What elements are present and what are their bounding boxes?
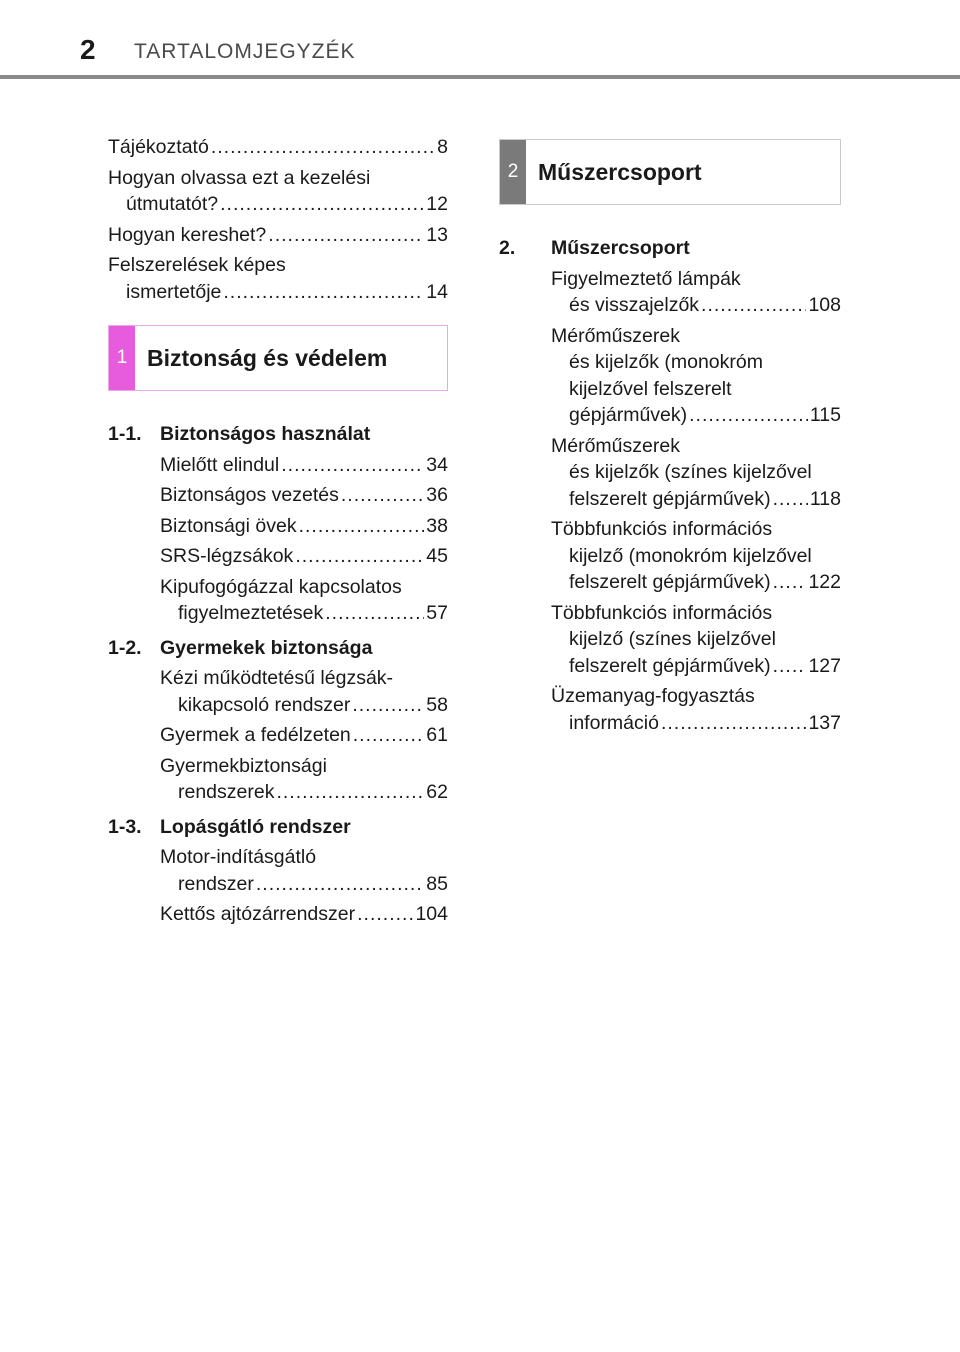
toc-group	[108, 814, 448, 928]
toc-page-number: 58	[426, 693, 448, 716]
toc-page-number: 118	[809, 487, 841, 510]
leader-dots	[341, 482, 424, 509]
toc-entry-text: Gyermek a fedélzeten	[160, 724, 351, 746]
leader-dots	[773, 653, 807, 680]
toc-entry-text: kikapcsoló rendszer	[178, 693, 351, 716]
toc-entry-text: Mielőtt elindul	[160, 453, 280, 476]
toc-page-number: 61	[426, 724, 448, 746]
toc-entry[interactable]	[160, 513, 448, 540]
toc-entry[interactable]	[160, 665, 448, 718]
section-1-header[interactable]	[108, 325, 448, 391]
toc-entry-text: gépjárművek)	[569, 404, 688, 426]
toc-page-number: 108	[808, 294, 841, 316]
toc-entry-text: Biztonságos vezetés	[160, 484, 339, 506]
toc-entry-text: figyelmeztetések	[178, 602, 324, 624]
toc-page-number: 12	[426, 193, 448, 215]
toc-page-number: 8	[437, 136, 448, 158]
toc-group	[108, 635, 448, 806]
toc-entry-text: felszerelt gépjárművek)	[569, 654, 771, 677]
right-column	[499, 139, 841, 740]
leader-dots	[773, 569, 807, 596]
toc-entry[interactable]	[160, 543, 448, 570]
toc-entry-text: SRS-légzsákok	[160, 545, 294, 567]
leader-dots	[211, 134, 435, 161]
toc-group-items	[108, 665, 448, 806]
leader-dots	[689, 402, 808, 429]
toc-page-number: 85	[426, 872, 448, 895]
section-1-groups	[108, 421, 448, 928]
section-2-title: Műszercsoport	[538, 158, 702, 185]
toc-entry-text: kijelzővel felszerelt	[569, 377, 732, 400]
toc-group	[108, 421, 448, 627]
toc-entry-text: Többfunkciós információs	[551, 518, 773, 540]
toc-group-items	[108, 452, 448, 627]
leader-dots	[352, 692, 424, 719]
toc-entry-text: Mérőműszerek	[551, 434, 680, 457]
toc-group-title: Biztonságos használat	[160, 423, 371, 445]
leader-dots	[223, 279, 424, 306]
toc-entry[interactable]	[160, 844, 448, 897]
toc-entry-text: Felszerelések képes	[108, 254, 286, 276]
toc-entry-text: Kézi működtetésű légzsák-	[160, 667, 394, 689]
toc-entry-text: Figyelmeztető lámpák	[551, 267, 741, 290]
toc-group-number: 1-3.	[108, 815, 142, 838]
toc-group-items	[499, 266, 841, 737]
leader-dots	[276, 779, 424, 806]
toc-page-number: 45	[426, 545, 448, 567]
toc-entry-text: ismertetője	[126, 280, 222, 303]
toc-group-title: Gyermekek biztonsága	[160, 636, 373, 659]
toc-entry[interactable]	[551, 683, 841, 736]
toc-group-number: 2.	[499, 237, 516, 259]
leader-dots	[773, 486, 808, 513]
toc-entry-text: felszerelt gépjárművek)	[569, 487, 771, 510]
header-title: TARTALOMJEGYZÉK	[134, 40, 356, 63]
toc-entry-text: információ	[569, 711, 659, 734]
leader-dots	[220, 191, 424, 218]
toc-entry[interactable]	[160, 722, 448, 749]
toc-page-number: 38	[426, 514, 448, 537]
toc-entry[interactable]	[551, 266, 841, 319]
toc-page-number: 14	[426, 280, 448, 303]
toc-group-heading[interactable]	[499, 235, 841, 262]
toc-group-title: Lopásgátló rendszer	[160, 815, 351, 838]
intro-list	[108, 134, 448, 305]
section-2-groups	[499, 235, 841, 736]
toc-group-items	[108, 844, 448, 928]
toc-entry-text: Gyermekbiztonsági	[160, 754, 327, 777]
section-2-tab: 2	[500, 140, 526, 204]
toc-page-number: 115	[809, 404, 841, 426]
toc-page-number: 127	[808, 654, 841, 677]
toc-entry-text: Hogyan olvassa ezt a kezelési	[108, 166, 371, 189]
toc-entry-text: Mérőműszerek	[551, 324, 680, 347]
toc-group-number: 1-2.	[108, 636, 142, 659]
leader-dots	[325, 600, 424, 627]
toc-entry-text: Tájékoztató	[108, 136, 209, 158]
toc-entry-text: Hogyan kereshet?	[108, 223, 267, 246]
toc-entry[interactable]	[551, 516, 841, 596]
leader-dots	[295, 543, 424, 570]
toc-entry[interactable]	[160, 482, 448, 509]
page-number: 2	[80, 34, 96, 65]
toc-page-number: 122	[808, 571, 841, 593]
leader-dots	[353, 722, 425, 749]
page-header	[0, 0, 960, 80]
toc-group	[499, 235, 841, 736]
toc-page-number: 13	[426, 223, 448, 246]
toc-group-heading[interactable]	[108, 814, 448, 841]
toc-group-heading[interactable]	[108, 421, 448, 448]
toc-entry-text: Kipufogógázzal kapcsolatos	[160, 575, 402, 598]
toc-entry[interactable]	[160, 901, 448, 928]
leader-dots	[256, 871, 424, 898]
toc-entry[interactable]	[551, 433, 841, 513]
toc-entry[interactable]	[551, 323, 841, 429]
section-1-tab: 1	[109, 326, 135, 390]
toc-entry-text: és kijelzők (színes kijelzővel	[569, 461, 812, 483]
toc-entry[interactable]	[160, 452, 448, 479]
section-1-title: Biztonság és védelem	[147, 344, 388, 371]
toc-entry-text: Motor-indításgátló	[160, 846, 317, 868]
section-2-header[interactable]	[499, 139, 841, 205]
toc-page-number: 36	[426, 484, 448, 506]
toc-entry-text: felszerelt gépjárművek)	[569, 571, 771, 593]
left-column	[108, 134, 448, 932]
header-divider	[0, 75, 960, 79]
toc-group-heading[interactable]	[108, 635, 448, 662]
toc-entry-text: rendszer	[178, 872, 254, 895]
toc-entry[interactable]	[160, 574, 448, 627]
toc-entry-text: Üzemanyag-fogyasztás	[551, 685, 755, 707]
toc-entry-text: útmutatót?	[126, 193, 219, 215]
toc-entry-text: Kettős ajtózárrendszer	[160, 903, 356, 925]
leader-dots	[281, 452, 424, 479]
toc-entry[interactable]	[108, 134, 448, 161]
toc-page-number: 104	[415, 903, 448, 925]
toc-entry[interactable]	[160, 753, 448, 806]
toc-entry[interactable]	[108, 252, 448, 305]
toc-entry-text: kijelző (monokróm kijelzővel	[569, 544, 812, 567]
leader-dots	[299, 513, 425, 540]
toc-entry-text: rendszerek	[178, 781, 275, 803]
toc-page-number: 34	[426, 453, 448, 476]
toc-entry[interactable]	[551, 600, 841, 680]
toc-entry[interactable]	[108, 165, 448, 218]
toc-entry[interactable]	[108, 222, 448, 249]
leader-dots	[661, 710, 807, 737]
leader-dots	[357, 901, 413, 928]
toc-page-number: 57	[426, 602, 448, 624]
toc-entry-text: és kijelzők (monokróm	[569, 351, 763, 373]
toc-entry-text: és visszajelzők	[569, 294, 700, 316]
toc-entry-text: Biztonsági övek	[160, 514, 297, 537]
toc-group-title: Műszercsoport	[551, 237, 690, 259]
leader-dots	[268, 222, 424, 249]
toc-page-number: 137	[808, 711, 841, 734]
toc-entry-text: Többfunkciós információs	[551, 601, 773, 624]
toc-page-number: 62	[426, 781, 448, 803]
toc-entry-text: kijelző (színes kijelzővel	[569, 628, 776, 650]
leader-dots	[701, 292, 806, 319]
toc-group-number: 1-1.	[108, 423, 142, 445]
